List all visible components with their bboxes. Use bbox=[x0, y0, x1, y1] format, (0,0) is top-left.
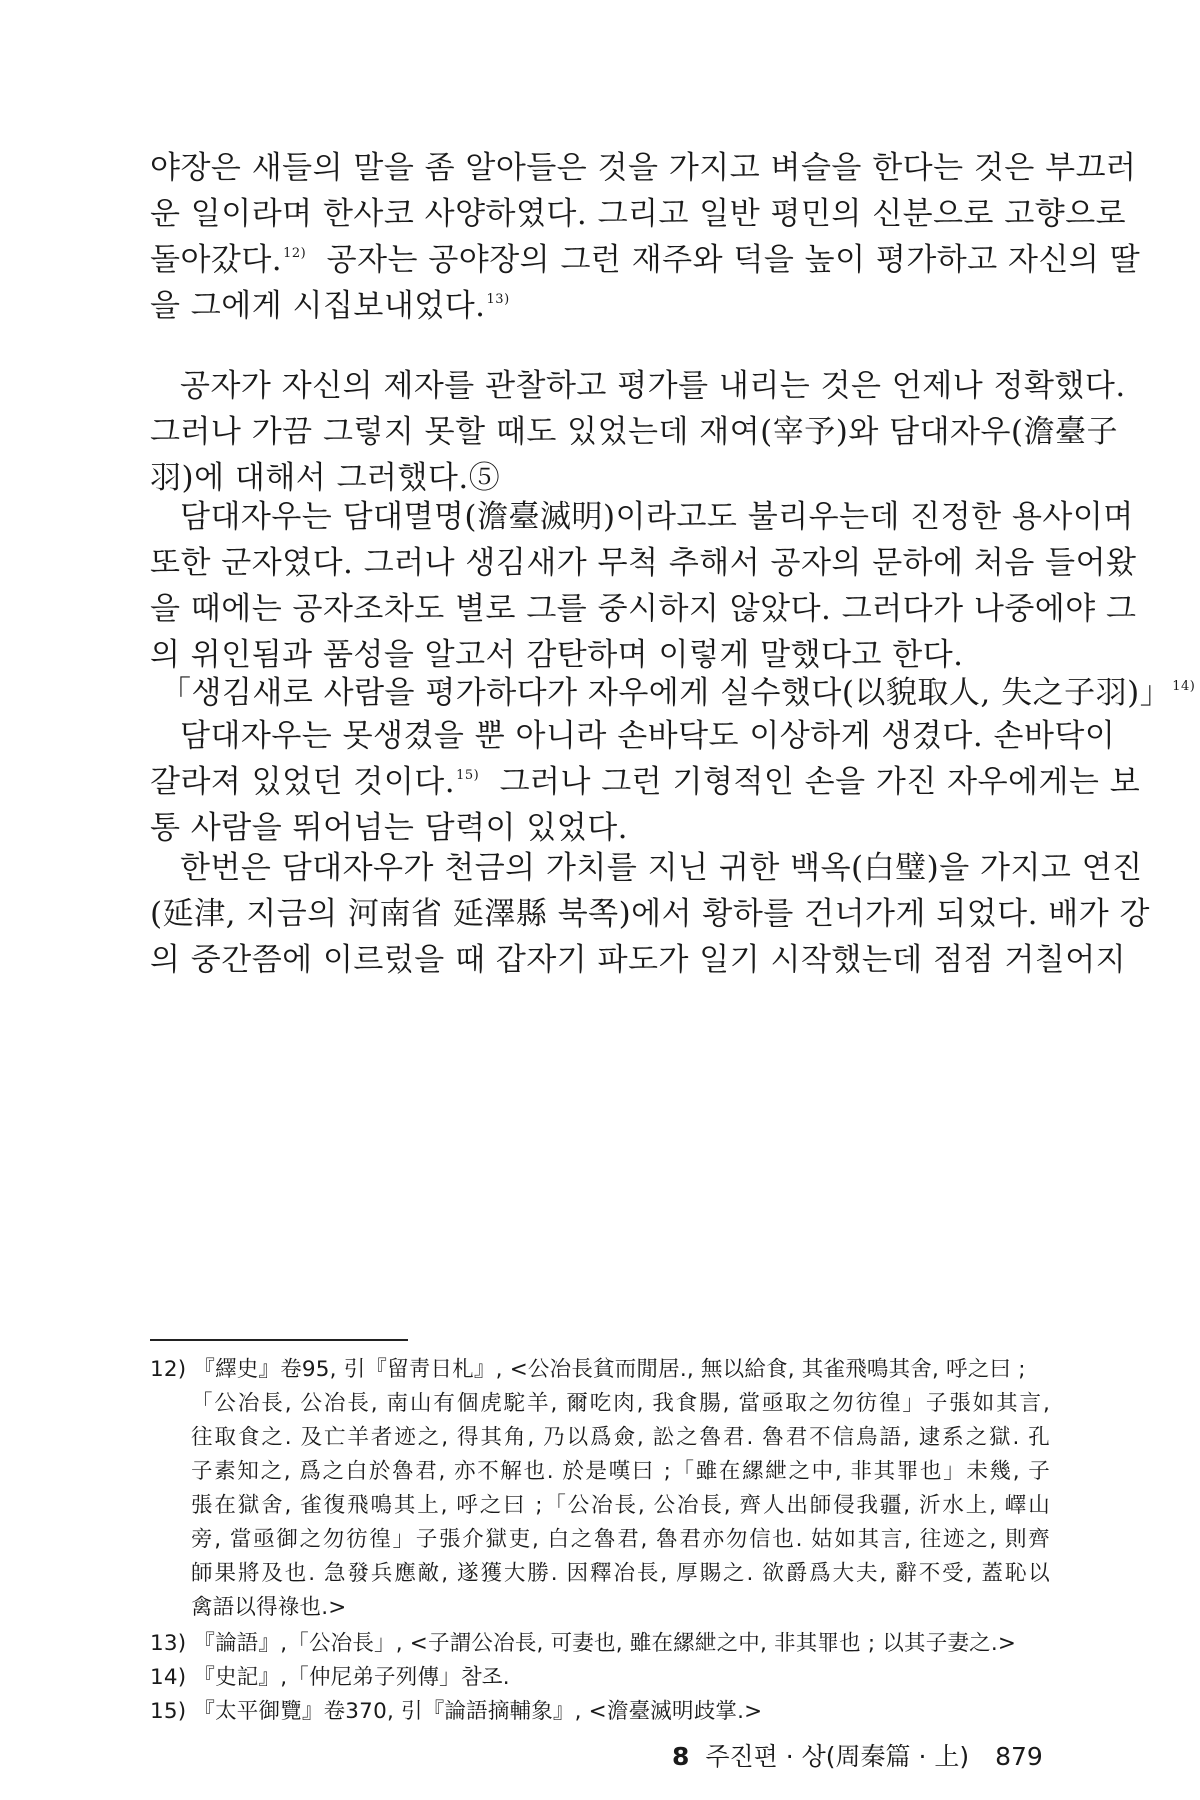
footnote-line: 張在獄舍, 雀復飛鳴其上, 呼之曰 ;「公冶長, 公冶長, 齊人出師侵我疆, 沂水上, 嶧山 bbox=[191, 1493, 1050, 1518]
footnote-line: 禽語以得祿也.> bbox=[191, 1595, 347, 1620]
page-number: 879 bbox=[995, 1742, 1043, 1771]
text-fragment: 공자는 공야장의 그런 재주와 덕을 높이 평가하고 자신의 딸 bbox=[326, 242, 1141, 278]
text-line: 운 일이라며 한사코 사양하였다. 그리고 일반 평민의 신분으로 고향으로 bbox=[150, 196, 1127, 232]
footnote-number: 15) bbox=[150, 1699, 187, 1724]
footnote-ref: 13) bbox=[486, 292, 510, 307]
footnote-line: 「公冶長, 公冶長, 南山有個虎駝羊, 爾吃肉, 我食腸, 當亟取之勿彷徨」子張如其言, bbox=[191, 1391, 1050, 1416]
footnote-number: 14) bbox=[150, 1665, 187, 1690]
footnote bbox=[150, 1695, 1050, 1729]
text-fragment: 「생김새로 사람을 평가하다가 자우에게 실수했다(以貌取人, 失之子羽)」 bbox=[160, 675, 1172, 711]
text-line: (延津, 지금의 河南省 延澤縣 북쪽)에서 황하를 건너가게 되었다. 배가 강 bbox=[150, 896, 1150, 932]
footnote-line: 師果將及也. 急發兵應敵, 遂獲大勝. 因釋冶長, 厚賜之. 欲爵爲大夫, 辭不受, 蓋恥以 bbox=[191, 1561, 1050, 1586]
footnote bbox=[150, 1627, 1050, 1661]
footnote-line: 旁, 當亟御之勿彷徨」子張介獄吏, 白之魯君, 魯君亦勿信也. 姑如其言, 往迹之, 則齊 bbox=[191, 1527, 1050, 1552]
text-line: 또한 군자였다. 그러나 생김새가 무척 추해서 공자의 문하에 처음 들어왔 bbox=[150, 545, 1137, 581]
footnote-ref: 15) bbox=[456, 768, 480, 783]
footnote-text: 『論語』,「公冶長」, <子謂公冶長, 可妻也, 雖在縲紲之中, 非其罪也 ; 以其子妻之.> bbox=[193, 1631, 1017, 1656]
text-line bbox=[150, 240, 1141, 280]
text-line: 공자가 자신의 제자를 관찰하고 평가를 내리는 것은 언제나 정확했다. bbox=[180, 368, 1126, 404]
text-fragment: 갈라져 있었던 것이다. bbox=[150, 764, 456, 800]
footnote-line: 子素知之, 爲之白於魯君, 亦不解也. 於是嘆曰 ;「雖在縲紲之中, 非其罪也」未幾, 子 bbox=[191, 1459, 1050, 1484]
footnote-ref: 12) bbox=[283, 246, 307, 261]
footnote-line: 往取食之. 及亡羊者迹之, 得其角, 乃以爲僉, 訟之魯君. 魯君不信鳥語, 逮系之獄. 孔 bbox=[191, 1425, 1050, 1450]
text-line: 야장은 새들의 말을 좀 알아들은 것을 가지고 벼슬을 한다는 것은 부끄러 bbox=[150, 150, 1137, 186]
text-line: 을 때에는 공자조차도 별로 그를 중시하지 않았다. 그러다가 나중에야 그 bbox=[150, 591, 1137, 627]
footnote bbox=[150, 1353, 1050, 1387]
text-line: 그러나 가끔 그렇지 못할 때도 있었는데 재여(宰予)와 담대자우(澹臺子 bbox=[150, 414, 1119, 450]
chapter-title: 주진편 · 상(周秦篇 · 上) bbox=[705, 1742, 970, 1771]
text-fragment: 돌아갔다. bbox=[150, 242, 283, 278]
footnote bbox=[150, 1661, 1050, 1695]
footnote-text: 『史記』,「仲尼弟子列傳」참조. bbox=[193, 1665, 510, 1690]
chapter-number: 8 bbox=[672, 1742, 690, 1771]
text-line: 羽)에 대해서 그러했다.⑤ bbox=[150, 460, 501, 496]
footnote-number: 12) bbox=[150, 1357, 187, 1382]
footnote-text: 『繹史』卷95, 引『留靑日札』, <公冶長貧而閒居., 無以給食, 其雀飛鳴其舍, 呼之曰 ; bbox=[193, 1357, 1026, 1382]
page-footer bbox=[672, 1740, 1043, 1774]
text-line bbox=[150, 762, 1141, 802]
text-line bbox=[150, 286, 1050, 326]
text-line: 담대자우는 못생겼을 뿐 아니라 손바닥도 이상하게 생겼다. 손바닥이 bbox=[180, 718, 1116, 754]
text-line bbox=[150, 673, 1196, 713]
text-line: 한번은 담대자우가 천금의 가치를 지닌 귀한 백옥(白璧)을 가지고 연진 bbox=[180, 850, 1143, 886]
text-line: 담대자우는 담대멸명(澹臺滅明)이라고도 불리우는데 진정한 용사이며 bbox=[180, 499, 1134, 535]
footnote-text: 『太平御覽』卷370, 引『論語摘輔象』, <澹臺滅明歧掌.> bbox=[193, 1699, 763, 1724]
footnote-ref: 14) bbox=[1172, 679, 1196, 694]
text-line: 통 사람을 뛰어넘는 담력이 있었다. bbox=[150, 810, 629, 846]
footnote-separator bbox=[150, 1339, 408, 1341]
text-line: 의 위인됨과 품성을 알고서 감탄하며 이렇게 말했다고 한다. bbox=[150, 637, 964, 673]
footnote-number: 13) bbox=[150, 1631, 187, 1656]
text-fragment: 을 그에게 시집보내었다. bbox=[150, 288, 486, 324]
text-line: 의 중간쯤에 이르렀을 때 갑자기 파도가 일기 시작했는데 점점 거칠어지 bbox=[150, 942, 1127, 978]
text-fragment: 그러나 그런 기형적인 손을 가진 자우에게는 보 bbox=[499, 764, 1141, 800]
